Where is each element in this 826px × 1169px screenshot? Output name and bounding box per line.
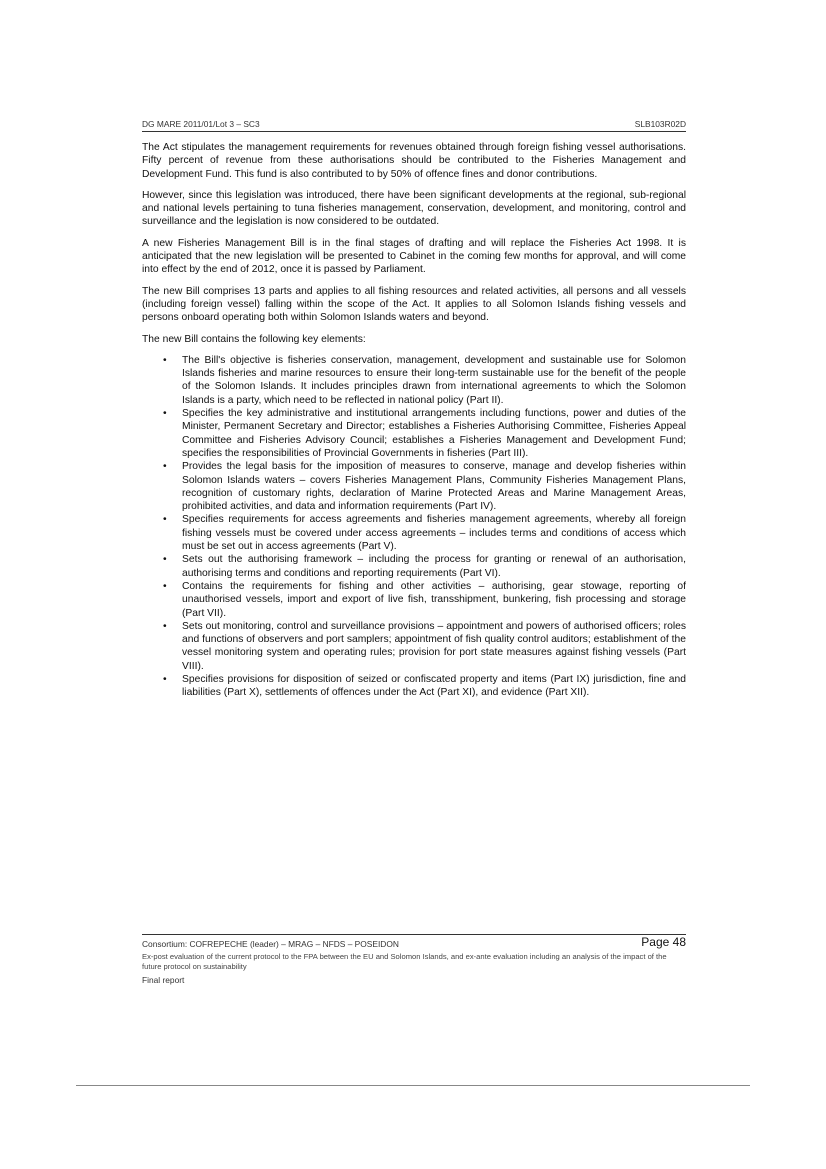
bullet-icon: • — [163, 514, 167, 526]
page-bottom-divider — [76, 1085, 750, 1086]
paragraph-bill-scope: The new Bill comprises 13 parts and applies to all fishing resources and related activities, all persons and all vessels (including foreign vessel) falling within the scope of the Act. It applies to all Solomon Islands fishing vessels and persons onboard operating both within Solomon Islands waters and beyond. — [142, 285, 686, 324]
bullet-icon: • — [163, 461, 167, 473]
list-item — [142, 513, 686, 553]
paragraph-key-elements-intro: The new Bill contains the following key elements: — [142, 333, 366, 345]
footer-divider — [142, 934, 686, 935]
list-item — [142, 354, 686, 407]
header-document-code: SLB103R02D — [634, 119, 686, 129]
footer-final-report: Final report — [142, 975, 185, 985]
header-reference: DG MARE 2011/01/Lot 3 – SC3 — [142, 119, 260, 129]
footer-description: Ex-post evaluation of the current protocol to the FPA between the EU and Solomon Islands, and ex-ante evaluation including an analysis of the impact of the future protocol on sustainability — [142, 952, 667, 971]
list-item — [142, 407, 686, 460]
bullet-icon: • — [163, 554, 167, 566]
list-item — [142, 580, 686, 620]
list-item-text: Specifies the key administrative and institutional arrangements including functions, power and duties of the Minister, Permanent Secretary and Director; establishes a Fisheries Authorising Committee, Fisheries Appeal Committee and Fisheries Advisory Council; establishes a Fisheries Management and Development Fund; specifies the responsibilities of Provincial Governments in fisheries (Part III). — [182, 408, 686, 459]
bullet-icon: • — [163, 580, 167, 592]
paragraph-new-bill: A new Fisheries Management Bill is in the final stages of drafting and will replace the Fisheries Act 1998. It is anticipated that the new legislation will be presented to Cabinet in the coming few months for approval, and will come into effect by the end of 2012, once it is passed by Parliament. — [142, 237, 686, 276]
list-item-text: Specifies provisions for disposition of seized or confiscated property and items (Part IX) jurisdiction, fine and liabilities (Part X), settlements of offences under the Act (Part XI), and evidence (Part XII). — [182, 673, 686, 699]
page-number: Page 48 — [641, 935, 686, 949]
bullet-icon: • — [163, 673, 167, 685]
list-item-text: Contains the requirements for fishing and other activities – authorising, gear stowage, reporting of unauthorised vessels, import and export of live fish, transshipment, bunkering, fish processing and storage (Part VII). — [182, 580, 686, 619]
footer-consortium: Consortium: COFREPECHE (leader) – MRAG – NFDS – POSEIDON — [142, 939, 399, 949]
header-divider — [142, 131, 686, 132]
list-item-text: Sets out the authorising framework – including the process for granting or renewal of an authorisation, authorising terms and conditions and reporting requirements (Part VI). — [182, 554, 686, 579]
paragraph-revenue: The Act stipulates the management requirements for revenues obtained through foreign fishing vessel authorisations. Fifty percent of revenue from these authorisations should be contributed to the Fisheries Management and Development Fund. This fund is also contributed to by 50% of offence fines and donor contributions. — [142, 142, 686, 180]
document-body — [142, 141, 686, 700]
list-item — [142, 460, 686, 513]
list-item-text: The Bill's objective is fisheries conservation, management, development and sustainable use for Solomon Islands fisheries and marine resources to ensure their long-term sustainable use for the benefit of the people of the Solomon Islands. It includes principles drawn from international agreements to which the Solomon Islands is a party, which need to be reflected in national policy (Part II). — [182, 354, 686, 406]
key-elements-list — [142, 354, 686, 700]
bullet-icon: • — [163, 408, 167, 420]
bullet-icon: • — [163, 354, 167, 366]
list-item — [142, 673, 686, 700]
list-item — [142, 553, 686, 580]
list-item-text: Specifies requirements for access agreements and fisheries management agreements, whereby all foreign fishing vessels must be covered under access agreements – includes terms and conditions of access which must be set out in access agreements (Part V). — [182, 514, 686, 553]
paragraph-developments: However, since this legislation was introduced, there have been significant developments at the regional, sub-regional and national levels pertaining to tuna fisheries management, conservation, development, and monitoring, control and surveillance and the legislation is now considered to be outdated. — [142, 189, 686, 228]
list-item — [142, 620, 686, 673]
bullet-icon: • — [163, 620, 167, 632]
list-item-text: Provides the legal basis for the imposition of measures to conserve, manage and develop fisheries within Solomon Islands waters – covers Fisheries Management Plans, Community Fisheries Management Plans, recognition of customary rights, declaration of Marine Protected Areas and Marine Management Areas, prohibited activities, and data and information requirements (Part IV). — [182, 461, 686, 513]
list-item-text: Sets out monitoring, control and surveillance provisions – appointment and powers of authorised officers; roles and functions of observers and port samplers; appointment of fish quality control auditors; establishment of the vessel monitoring system and operating rules; provision for port state measures against fishing vessels (Part VIII). — [182, 620, 686, 672]
